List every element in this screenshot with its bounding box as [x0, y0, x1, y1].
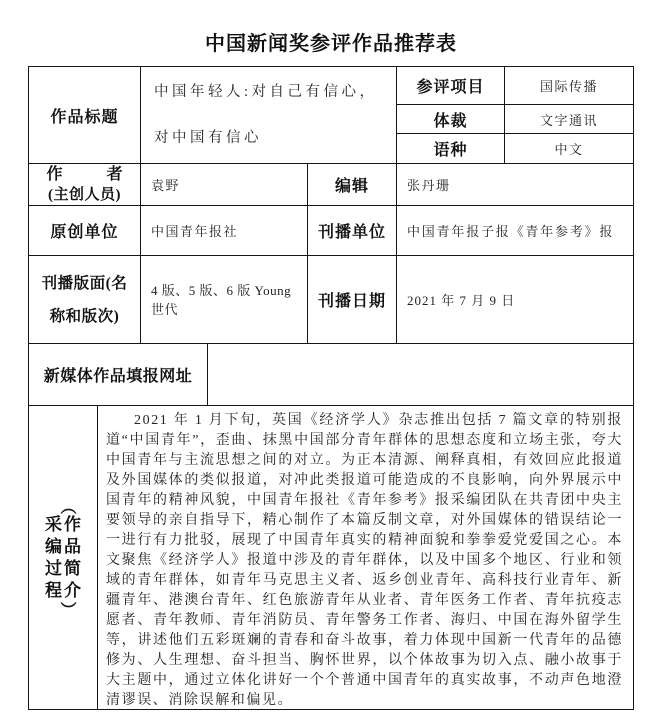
editor-label: 编辑: [308, 164, 397, 206]
page-title: 中国新闻奖参评作品推荐表: [205, 33, 457, 55]
publish-page-value: [141, 256, 308, 344]
author-label-line1: 作 者: [46, 165, 137, 183]
new-media-url-value: [208, 344, 634, 406]
publish-unit-label: 刊播单位: [308, 206, 397, 256]
new-media-url-label: 新媒体作品填报网址: [29, 344, 208, 406]
intro-label-row: 采作: [45, 514, 83, 534]
recommendation-form-table: [28, 66, 634, 710]
intro-body-text: 2021 年 1 月下旬，英国《经济学人》杂志推出包括 7 篇文章的特别报道“中国青年”，歪曲、抹黑中国部分青年群体的思想态度和立场主张，夸大中国青年与主流思想之间的对立。为正本清源、阐释真相，有效回应此报道及外国媒体的类似报道，对冲此类报道可能造成的不良影响，向外界展示中国青年的精神风貌，中国青年报社《青年参考》报采编团队在共青团中央主要领导的亲自指导下，精心制作了本篇反制文章，对外国媒体的错误结论一一进行有力批驳，展现了中国青年真实的精神面貌和拳拳爱党爱国之心。本文聚焦《经济学人》报道中涉及的青年群体，以及中国多个地区、行业和领域的青年群体，如青年马克思主义者、返乡创业青年、高科技行业青年、新疆青年、港澳台青年、红色旅游青年从业者、青年医务工作者、青年抗疫志愿者、青年教师、青年消防员、青年警务工作者、海归、中国在海外留学生等，讲述他们五彩斑斓的青春和奋斗故事，着力体现中国新一代青年的品德修为、人生理想、奋斗担当、胸怀世界，以个体故事为切入点、融小故事于大主题中，通过立体化讲好一个个普通中国青年的真实故事，不动声色地澄清谬误、消除误解和偏见。: [106, 413, 623, 708]
publish-page-value-text: 4 版、5 版、6 版 Young 世代: [151, 282, 292, 317]
genre-label: 体裁: [397, 105, 505, 134]
work-title-value: [141, 67, 397, 164]
work-title-line1: 中国年轻人:对自己有信心，: [154, 84, 378, 100]
intro-label-row: 程介: [45, 580, 83, 600]
intro-label-row: 编品: [45, 536, 83, 556]
genre-value: 文字通讯: [505, 105, 634, 134]
intro-label: [29, 406, 98, 710]
work-title-line2: 对中国有信心: [154, 130, 262, 146]
intro-label-row: 过简: [45, 558, 83, 578]
original-unit-label: 原创单位: [29, 206, 141, 256]
entry-category-value: 国际传播: [505, 67, 634, 105]
publish-page-label-line2: 称和版次): [49, 307, 120, 325]
work-title-label: 作品标题: [29, 67, 141, 164]
language-label: 语种: [397, 134, 505, 164]
original-unit-value: 中国青年报社: [141, 206, 308, 256]
author-label: [29, 164, 141, 206]
entry-category-label: 参评项目: [397, 67, 505, 105]
publish-unit-value: 中国青年报子报《青年参考》报: [397, 206, 634, 256]
publish-page-label: [29, 256, 141, 344]
publish-date-value: 2021 年 7 月 9 日: [397, 256, 634, 344]
language-value: 中文: [505, 134, 634, 164]
author-value: 袁野: [141, 164, 308, 206]
intro-label-paren-close: ）: [58, 600, 76, 618]
publish-page-label-line1: 刊播版面(名: [41, 274, 128, 292]
publish-date-label: 刊播日期: [308, 256, 397, 344]
author-label-line2: (主创人员): [48, 186, 121, 203]
intro-label-paren-open: （: [58, 497, 76, 515]
editor-value: 张丹珊: [397, 164, 634, 206]
intro-body-cell: [98, 406, 634, 710]
